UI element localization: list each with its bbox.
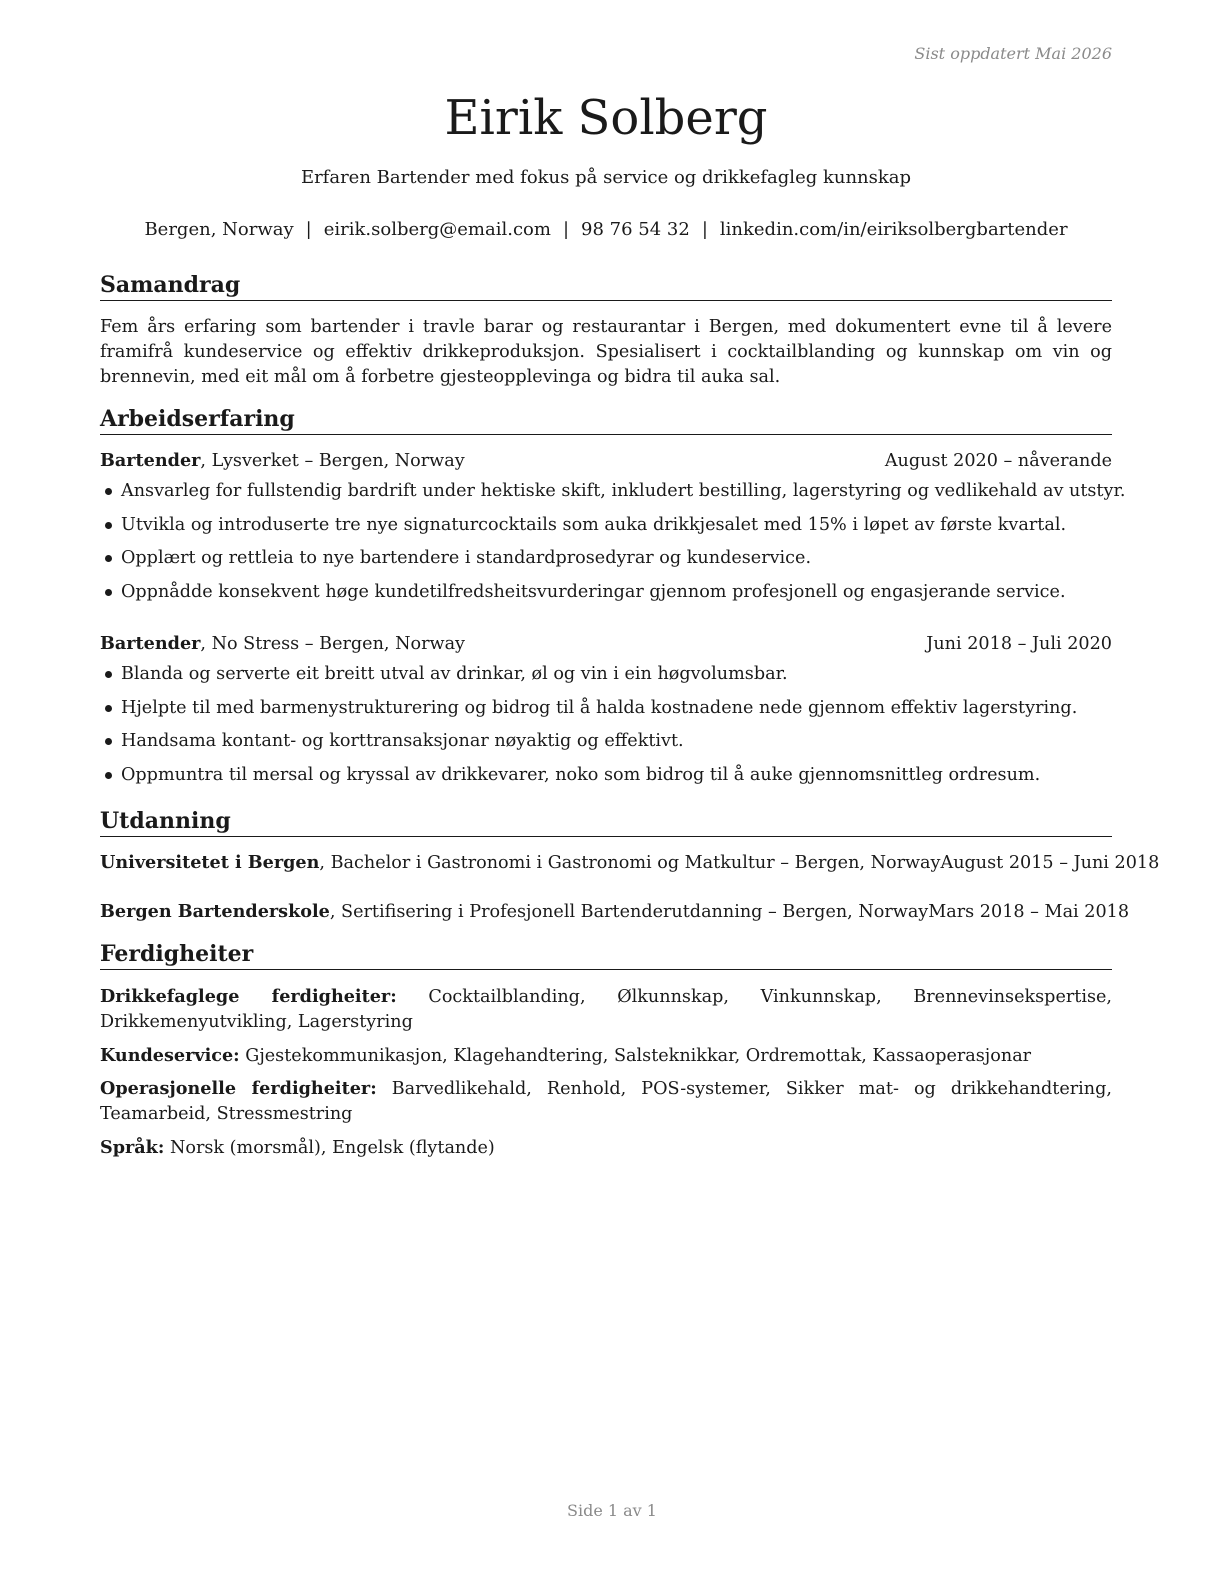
job-bullet-list [100,662,1112,796]
skill-line [100,1135,1112,1161]
skill-value: Barvedlikehald, Renhold, POS-systemer, Sikker mat- og drikkehandtering, Teamarbeid, Stressmestring [100,1079,1112,1124]
list-item: Opplært og rettleia to nye bartendere i standardprosedyrar og kundeservice. [100,546,1112,580]
skill-label: Språk: [100,1137,165,1158]
contact-separator: | [305,219,312,240]
candidate-name: Eirik Solberg [444,90,768,146]
list-item: Oppmuntra til mersal og kryssal av drikkevarer, noko som bidrog til å auke gjennomsnittleg ordresum. [100,763,1112,797]
section-heading-summary: Samandrag [100,271,1112,301]
skill-label: Operasjonelle ferdigheiter: [100,1078,377,1099]
section-heading-skills: Ferdigheiter [100,940,1112,970]
contact-location: Bergen, Norway [144,219,294,240]
skill-value: Norsk (morsmål), Engelsk (flytande) [169,1138,495,1158]
skill-label: Kundeservice: [100,1045,240,1066]
tagline: Erfaren Bartender med fokus på service og drikkefagleg kunnskap [300,167,912,188]
job-title: Bartender [100,633,201,654]
job-place: , No Stress – Bergen, Norway [200,634,465,654]
resume-page [100,0,1160,1584]
education-item [100,900,1130,924]
skill-value: Gjestekommunikasjon, Klagehandtering, Salsteknikkar, Ordremottak, Kassaoperasjonar [245,1046,1032,1066]
last-updated: Sist oppdatert Mai 2026 [914,44,1112,63]
education-detail: , Sertifisering i Profesjonell Bartenderutdanning – Bergen, Norway [329,902,929,922]
skill-line [100,1076,1112,1127]
skill-label: Drikkefaglege ferdigheiter: [100,986,397,1007]
education-dates: Mars 2018 – Mai 2018 [928,902,1130,922]
page-number: Side 1 av 1 [567,1501,657,1520]
contact-separator: | [701,219,708,240]
education-school: Universitetet i Bergen [100,852,320,873]
contact-line [100,219,1112,240]
skill-value: Cocktailblanding, Ølkunnskap, Vinkunnskap, Brennevinsekspertise, Drikkemenyutvikling, Lagerstyring [100,987,1112,1032]
job-dates: August 2020 – nåverande [884,451,1112,471]
section-heading-experience: Arbeidserfaring [100,405,1112,435]
skill-line [100,984,1112,1035]
summary-text: Fem års erfaring som bartender i travle barar og restaurantar i Bergen, med dokumentert evne til å levere framifrå kundeservice og effektiv drikkeproduksjon. Spesialisert i cocktailblanding og kunnskap om vin og brennevin, med eit mål om å forbetre gjesteopplevinga og bidra til auka sal. [100,317,1112,387]
list-item: Utvikla og introduserte tre nye signaturcocktails som auka drikkjesalet med 15% i løpet av første kvartal. [100,513,1112,547]
education-dates: August 2015 – Juni 2018 [940,853,1160,873]
section-heading-education: Utdanning [100,807,1112,837]
list-item: Oppnådde konsekvent høge kundetilfredsheitsvurderingar gjennom profesjonell og engasjerande service. [100,580,1112,614]
list-item: Blanda og serverte eit breitt utval av drinkar, øl og vin i ein høgvolumsbar. [100,662,1112,696]
contact-linkedin[interactable]: linkedin.com/in/eiriksolbergbartender [719,219,1068,240]
job-bullet-list [100,479,1126,613]
job-place: , Lysverket – Bergen, Norway [200,451,465,471]
education-school-detail [100,900,928,924]
education-school: Bergen Bartenderskole [100,901,330,922]
education-school-detail [100,851,941,875]
list-item: Handsama kontant- og korttransaksjonar nøyaktig og effektivt. [100,729,1112,763]
job-title: Bartender [100,450,201,471]
contact-separator: | [562,219,570,240]
job-header [100,632,1112,656]
education-detail: , Bachelor i Gastronomi i Gastronomi og Matkultur – Bergen, Norway [319,853,941,873]
contact-email[interactable]: eirik.solberg@email.com [323,219,551,240]
contact-phone: 98 76 54 32 [581,219,690,240]
job-dates: Juni 2018 – Juli 2020 [926,634,1112,654]
job-title-place [100,449,465,473]
skill-line [100,1043,1112,1069]
education-item [100,851,1160,875]
list-item: Hjelpte til med barmenystrukturering og bidrog til å halda kostnadene nede gjennom effektiv lagerstyring. [100,696,1112,730]
job-header [100,449,1112,473]
job-title-place [100,632,465,656]
list-item: Ansvarleg for fullstendig bardrift under hektiske skift, inkludert bestilling, lagerstyring og vedlikehald av utstyr. [100,479,1112,513]
